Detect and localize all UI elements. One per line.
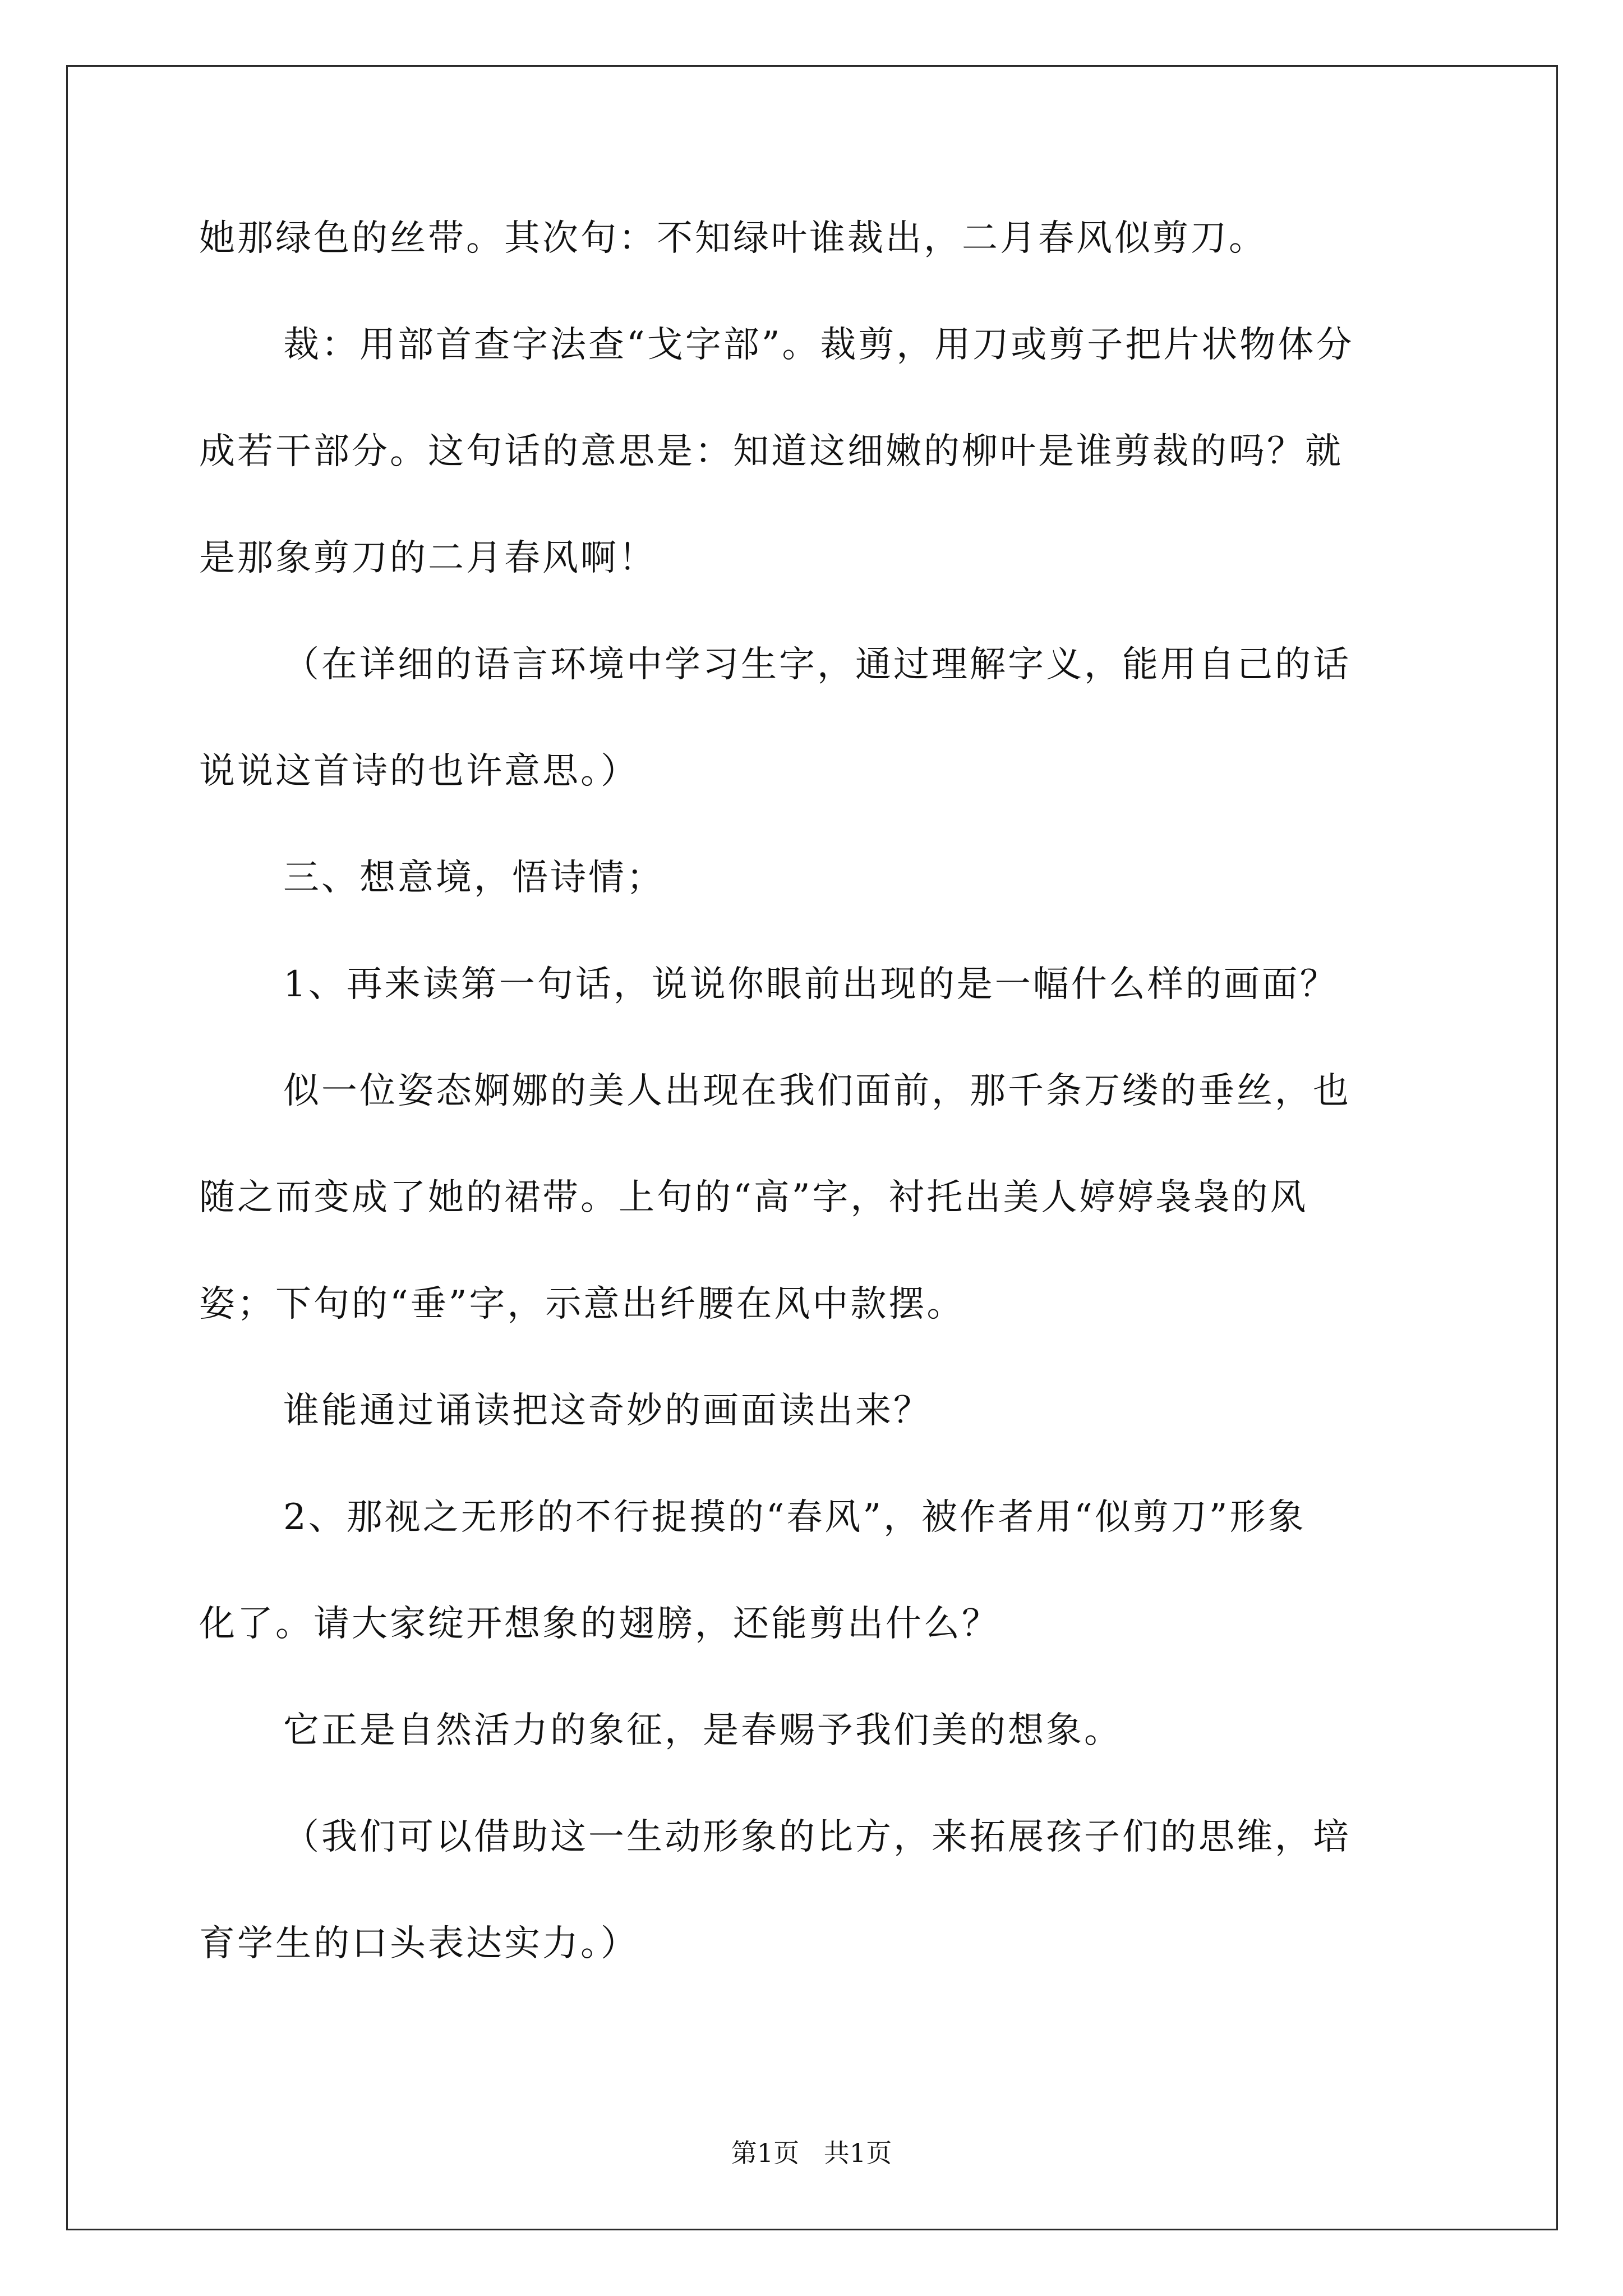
text-line: 说说这首诗的也许意思。） (199, 751, 639, 792)
text-line: 化了。请大家绽开想象的翅膀，还能剪出什么？ (199, 1603, 1000, 1645)
text-line: 她那绿色的丝带。其次句：不知绿叶谁裁出，二月春风似剪刀。 (199, 218, 1267, 259)
paragraph-line: （我们可以借助这一生动形象的比方，来拓展孩子们的思维，培 (283, 1816, 1351, 1858)
paragraph-line: （在详细的语言环境中学习生字，通过理解字义，能用自己的话 (283, 644, 1351, 685)
paragraph-line: 1、再来读第一句话，说说你眼前出现的是一幅什么样的画面？ (283, 964, 1338, 1005)
paragraph-line: 它正是自然活力的象征，是春赐予我们美的想象。 (283, 1710, 1122, 1751)
text-line: 姿；下句的“垂”字，示意出纤腰在风中款摆。 (199, 1283, 965, 1325)
paragraph-line: 似一位姿态婀娜的美人出现在我们面前，那千条万缕的垂丝，也 (283, 1070, 1351, 1112)
page-border (66, 65, 1558, 2230)
paragraph-line: 2、那视之无形的不行捉摸的“春风”，被作者用“似剪刀”形象 (283, 1497, 1306, 1538)
text-line: 育学生的口头表达实力。） (199, 1923, 639, 1964)
section-heading: 三、想意境，悟诗情； (283, 857, 665, 899)
text-line: 是那象剪刀的二月春风啊！ (199, 537, 657, 579)
paragraph-line: 裁：用部首查字法查“戈字部”。裁剪，用刀或剪子把片状物体分 (283, 324, 1354, 366)
paragraph-line: 谁能通过诵读把这奇妙的画面读出来？ (283, 1390, 932, 1432)
text-line: 随之而变成了她的裙带。上句的“高”字，衬托出美人婷婷袅袅的风 (199, 1177, 1308, 1218)
text-line: 成若干部分。这句话的意思是：知道这细嫩的柳叶是谁剪裁的吗？就 (199, 431, 1343, 472)
page-number-footer: 第1页 共1页 (731, 2138, 892, 2168)
